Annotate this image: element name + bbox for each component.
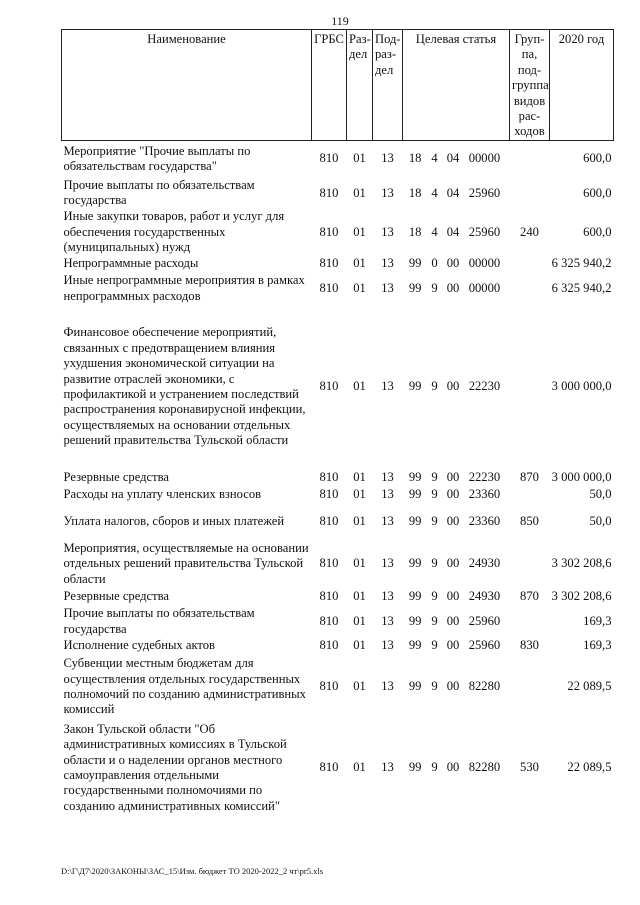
row-podrazdel: 13 [381, 487, 394, 502]
row-podrazdel: 13 [381, 379, 394, 394]
row-grbs: 810 [319, 379, 339, 394]
row-target-code [403, 720, 510, 817]
row-podrazdel: 13 [381, 760, 394, 775]
row-target-code [403, 487, 510, 504]
target-code-part: 82280 [468, 679, 501, 694]
budget-table [61, 29, 614, 817]
header-podrazdel: Под- раз- дел [373, 30, 403, 141]
row-target-code [403, 638, 510, 655]
target-code-part: 99 [408, 613, 422, 628]
target-code-part: 9 [431, 556, 438, 571]
table-row [62, 470, 614, 487]
row-grbs: 810 [319, 280, 339, 295]
row-target-code [403, 540, 510, 589]
target-code-part: 00 [446, 256, 460, 271]
row-grbs: 810 [319, 224, 339, 239]
target-code-part: 4 [431, 185, 438, 200]
header-grbs: ГРБС [312, 30, 347, 141]
target-code-part: 00 [446, 679, 460, 694]
table-row [62, 209, 614, 255]
table-row [62, 720, 614, 817]
target-code-part: 24930 [468, 556, 501, 571]
row-name: Субвенции местным бюджетам для осуществления отдельных государственных полномочий по созданию административных комиссий [63, 656, 306, 717]
row-grbs: 810 [319, 487, 339, 502]
target-code-part: 99 [408, 679, 422, 694]
target-code-part: 0 [431, 256, 438, 271]
row-razdel: 01 [353, 613, 366, 628]
row-target-code [403, 209, 510, 255]
target-code-part: 00 [446, 613, 460, 628]
row-grbs: 810 [319, 151, 339, 166]
target-code-part: 9 [431, 487, 438, 502]
target-code-part: 99 [408, 760, 422, 775]
row-razdel: 01 [353, 638, 366, 653]
row-amount-2020: 22 089,5 [567, 679, 612, 694]
target-code-part: 9 [431, 470, 438, 485]
target-code-part: 00 [446, 589, 460, 604]
row-grbs: 810 [319, 185, 339, 200]
row-grbs: 810 [319, 256, 339, 271]
row-grbs: 810 [319, 513, 339, 528]
table-row [62, 504, 614, 540]
target-code-part: 9 [431, 513, 438, 528]
row-expense-group [510, 273, 550, 305]
row-amount-2020: 600,0 [583, 185, 612, 200]
target-code-part: 99 [408, 256, 422, 271]
row-target-code [403, 256, 510, 273]
row-name: Финансовое обеспечение мероприятий, связанных с предотвращением влияния ухудшения экономической ситуации на развитие отраслей экономики, с профилактикой и устранением последствий распространения коронавирусной инфекции, осуществляемых на основании отдельных решений правительства Тульской области [63, 325, 306, 448]
row-target-code [403, 655, 510, 720]
row-grbs: 810 [319, 556, 339, 571]
row-name: Расходы на уплату членских взносов [63, 487, 262, 502]
row-target-code [403, 504, 510, 540]
row-razdel: 01 [353, 760, 366, 775]
row-amount-2020: 6 325 940,2 [551, 256, 612, 271]
target-code-part: 9 [431, 679, 438, 694]
row-podrazdel: 13 [381, 256, 394, 271]
row-expense-group [510, 655, 550, 720]
row-target-code [403, 273, 510, 305]
row-amount-2020: 169,3 [583, 638, 612, 653]
row-expense-group: 870 [520, 589, 539, 604]
row-razdel: 01 [353, 589, 366, 604]
row-expense-group [510, 140, 550, 177]
row-expense-group [510, 540, 550, 589]
target-code-part: 25960 [468, 613, 501, 628]
row-name: Резервные средства [63, 589, 170, 604]
row-amount-2020: 50,0 [589, 513, 612, 528]
row-grbs: 810 [319, 589, 339, 604]
row-amount-2020: 50,0 [589, 487, 612, 502]
header-razdel: Раз- дел [347, 30, 373, 141]
row-razdel: 01 [353, 224, 366, 239]
target-code-part: 04 [446, 185, 460, 200]
row-expense-group: 850 [520, 513, 539, 528]
row-amount-2020: 6 325 940,2 [551, 280, 612, 295]
row-razdel: 01 [353, 256, 366, 271]
target-code-part: 18 [408, 224, 422, 239]
target-code-part: 25960 [468, 224, 501, 239]
row-razdel: 01 [353, 470, 366, 485]
target-code-part: 00 [446, 379, 460, 394]
target-code-part: 00000 [468, 280, 501, 295]
row-podrazdel: 13 [381, 224, 394, 239]
target-code-part: 99 [408, 487, 422, 502]
target-code-part: 04 [446, 224, 460, 239]
target-code-part: 18 [408, 185, 422, 200]
row-expense-group: 240 [520, 224, 539, 239]
table-row [62, 487, 614, 504]
target-code-part: 4 [431, 224, 438, 239]
row-target-code [403, 606, 510, 638]
target-code-part: 99 [408, 280, 422, 295]
header-target: Целевая статья [403, 30, 510, 141]
target-code-part: 25960 [468, 185, 501, 200]
row-name: Уплата налогов, сборов и иных платежей [63, 513, 285, 528]
row-razdel: 01 [353, 185, 366, 200]
header-vid: Груп- па, под- группа видов рас- ходов [510, 30, 550, 141]
row-podrazdel: 13 [381, 679, 394, 694]
table-body [62, 140, 614, 816]
row-name: Прочие выплаты по обязательствам государства [63, 606, 255, 636]
row-amount-2020: 22 089,5 [567, 760, 612, 775]
row-expense-group [510, 487, 550, 504]
row-amount-2020: 3 000 000,0 [551, 470, 612, 485]
table-row [62, 606, 614, 638]
row-podrazdel: 13 [381, 613, 394, 628]
row-name: Мероприятия, осуществляемые на основании отдельных решений правительства Тульской области [63, 540, 309, 586]
target-code-part: 22230 [468, 470, 501, 485]
row-amount-2020: 169,3 [583, 613, 612, 628]
table-header-row [62, 30, 614, 141]
target-code-part: 9 [431, 760, 438, 775]
target-code-part: 99 [408, 638, 422, 653]
row-name: Непрограммные расходы [63, 256, 199, 271]
row-name: Мероприятие "Прочие выплаты по обязательствам государства" [63, 143, 251, 174]
row-razdel: 01 [353, 151, 366, 166]
row-expense-group: 870 [520, 470, 539, 485]
row-grbs: 810 [319, 760, 339, 775]
target-code-part: 9 [431, 613, 438, 628]
target-code-part: 25960 [468, 638, 501, 653]
row-amount-2020: 600,0 [583, 151, 612, 166]
target-code-part: 00000 [468, 256, 501, 271]
table-row [62, 140, 614, 177]
row-amount-2020: 3 302 208,6 [551, 556, 612, 571]
row-podrazdel: 13 [381, 280, 394, 295]
row-grbs: 810 [319, 470, 339, 485]
row-expense-group [510, 256, 550, 273]
row-target-code [403, 177, 510, 209]
row-amount-2020: 3 000 000,0 [551, 379, 612, 394]
row-name: Прочие выплаты по обязательствам государства [63, 177, 255, 208]
target-code-part: 00 [446, 556, 460, 571]
table-row [62, 256, 614, 273]
row-razdel: 01 [353, 513, 366, 528]
target-code-part: 9 [431, 589, 438, 604]
target-code-part: 00000 [468, 151, 501, 166]
row-target-code [403, 305, 510, 470]
target-code-part: 9 [431, 280, 438, 295]
page-number: 119 [331, 14, 349, 28]
row-expense-group: 830 [520, 638, 539, 653]
target-code-part: 99 [408, 589, 422, 604]
target-code-part: 04 [446, 151, 460, 166]
row-expense-group: 530 [520, 760, 539, 775]
target-code-part: 23360 [468, 487, 501, 502]
row-podrazdel: 13 [381, 151, 394, 166]
target-code-part: 24930 [468, 589, 501, 604]
row-expense-group [510, 177, 550, 209]
row-name: Иные закупки товаров, работ и услуг для обеспечения государственных (муниципальных) нужд [63, 209, 285, 255]
row-podrazdel: 13 [381, 589, 394, 604]
header-name: Наименование [62, 30, 312, 141]
table-row [62, 655, 614, 720]
target-code-part: 00 [446, 760, 460, 775]
row-name: Закон Тульской области "Об административных комиссиях в Тульской области и о наделении органов местного самоуправления отдельными государственными полномочиями по созданию административных комиссий" [63, 721, 287, 813]
target-code-part: 9 [431, 638, 438, 653]
target-code-part: 99 [408, 513, 422, 528]
row-razdel: 01 [353, 679, 366, 694]
target-code-part: 00 [446, 638, 460, 653]
table-row [62, 305, 614, 470]
row-podrazdel: 13 [381, 638, 394, 653]
row-razdel: 01 [353, 280, 366, 295]
target-code-part: 18 [408, 151, 422, 166]
row-name: Резервные средства [63, 470, 170, 485]
row-expense-group [510, 305, 550, 470]
row-grbs: 810 [319, 638, 339, 653]
target-code-part: 23360 [468, 513, 501, 528]
row-amount-2020: 3 302 208,6 [551, 589, 612, 604]
row-razdel: 01 [353, 487, 366, 502]
row-grbs: 810 [319, 679, 339, 694]
table-row [62, 177, 614, 209]
target-code-part: 4 [431, 151, 438, 166]
target-code-part: 99 [408, 470, 422, 485]
target-code-part: 99 [408, 379, 422, 394]
target-code-part: 99 [408, 556, 422, 571]
table-row [62, 589, 614, 606]
row-razdel: 01 [353, 556, 366, 571]
row-expense-group [510, 606, 550, 638]
target-code-part: 00 [446, 470, 460, 485]
target-code-part: 00 [446, 280, 460, 295]
row-name: Исполнение судебных актов [63, 638, 215, 653]
target-code-part: 22230 [468, 379, 501, 394]
row-razdel: 01 [353, 379, 366, 394]
row-target-code [403, 589, 510, 606]
target-code-part: 9 [431, 379, 438, 394]
row-podrazdel: 13 [381, 470, 394, 485]
row-podrazdel: 13 [381, 185, 394, 200]
row-podrazdel: 13 [381, 556, 394, 571]
target-code-part: 00 [446, 513, 460, 528]
row-target-code [403, 140, 510, 177]
table-row [62, 273, 614, 305]
target-code-part: 00 [446, 487, 460, 502]
table-row [62, 540, 614, 589]
header-year: 2020 год [550, 30, 614, 141]
row-name: Иные непрограммные мероприятия в рамках непрограммных расходов [63, 273, 305, 303]
file-path-footer: D:\Г\Д7\2020\ЗАКОНЫ\ЗАС_15\Изм. бюджет ТО 2020-2022_2 чт\pr5.xls [61, 866, 324, 876]
target-code-part: 82280 [468, 760, 501, 775]
row-amount-2020: 600,0 [583, 224, 612, 239]
table-row [62, 638, 614, 655]
row-podrazdel: 13 [381, 513, 394, 528]
row-target-code [403, 470, 510, 487]
row-grbs: 810 [319, 613, 339, 628]
